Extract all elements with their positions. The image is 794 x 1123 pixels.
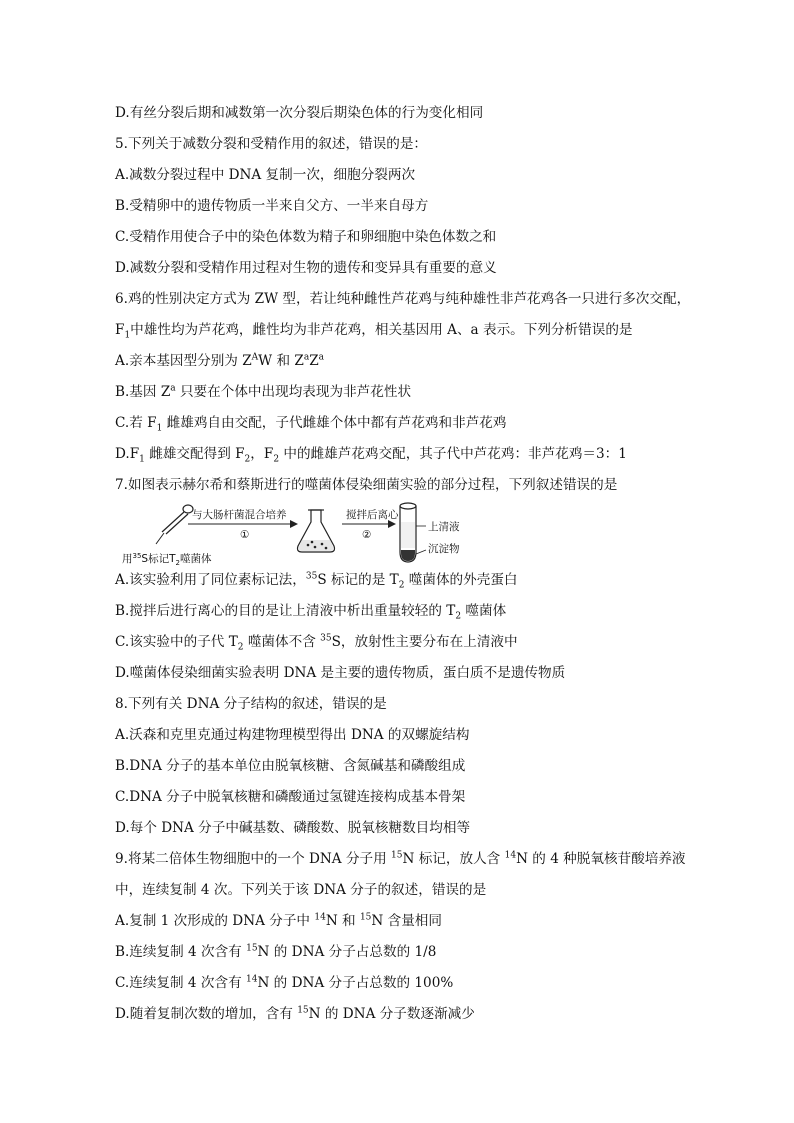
superscript: a (318, 352, 325, 363)
option-c (115, 632, 518, 652)
text: B.DNA 分子的基本单位由脱氧核糖、含氮碱基和磷酸组成 (115, 758, 466, 774)
text: N 的 4 种脱氧核苷酸培养液 (516, 851, 686, 867)
experiment-svg (118, 500, 478, 568)
option-b (115, 601, 506, 621)
question-5-stem (115, 134, 427, 154)
text: C.受精作用使合子中的染色体数为精子和卵细胞中染色体数之和 (115, 229, 497, 245)
text: N 的 DNA 分子占总数的 1/8 (257, 944, 437, 960)
text: N 和 (325, 913, 360, 929)
text: D.减数分裂和受精作用过程对生物的遗传和变异具有重要的意义 (115, 260, 497, 276)
test-tube-icon (400, 503, 416, 562)
text: 中的雌雄芦花鸡交配，其子代中芦花鸡：非芦花鸡＝3：1 (279, 446, 627, 462)
text: B.连续复制 4 次含有 (115, 944, 247, 960)
text: C.DNA 分子中脱氧核糖和磷酸通过氢键连接构成基本骨架 (115, 789, 466, 805)
text: ，F (250, 446, 274, 462)
superscript: 14 (314, 912, 326, 923)
step-1-label: 与大肠杆菌混合培养 (192, 509, 287, 521)
question-9-stem-cont (115, 880, 486, 900)
superscript: 15 (391, 850, 403, 861)
text: A.复制 1 次形成的 DNA 分子中 (115, 913, 315, 929)
text: F (115, 322, 125, 338)
text: 噬菌体不含 (243, 634, 321, 650)
pipette-icon (156, 505, 193, 544)
superscript: 35 (305, 571, 318, 582)
flask-icon (298, 510, 335, 552)
text: S，放射性主要分布在上清液中 (331, 634, 518, 650)
question-9-stem (115, 849, 686, 869)
text: 中，连续复制 4 次。下列关于该 DNA 分子的叙述，错误的是 (115, 882, 487, 898)
step-2-label: 搅拌后离心 (346, 509, 399, 521)
text: N 的 DNA 分子占总数的 100% (257, 975, 454, 991)
sediment-label: 沉淀物 (428, 543, 460, 555)
subscript: 1 (139, 454, 145, 465)
text: 中雄性均为芦花鸡，雌性均为非芦花鸡，相关基因用 A、a 表示。下列分析错误的是 (130, 322, 633, 338)
sediment-pointer (416, 550, 426, 554)
text: C.若 F (115, 415, 157, 431)
text: W 和 Z (258, 353, 304, 369)
question-6-stem-cont (115, 320, 633, 340)
text: 噬菌体 (461, 603, 507, 619)
option-a (115, 165, 415, 185)
subscript: 1 (156, 423, 163, 434)
step-2-number: ② (362, 529, 372, 541)
superscript: a (170, 383, 176, 394)
option-d (115, 444, 627, 464)
superscript: 35 (320, 633, 332, 644)
text: 雌雄鸡自由交配，子代雌雄个体中都有芦花鸡和非芦花鸡 (162, 415, 507, 431)
question-7-stem (115, 475, 617, 495)
text: D.噬菌体侵染细菌实验表明 DNA 是主要的遗传物质，蛋白质不是遗传物质 (115, 665, 566, 681)
option-d (115, 258, 497, 278)
step-1-number: ① (240, 529, 250, 541)
text: N 标记，放人含 (402, 851, 505, 867)
option-c (115, 973, 453, 993)
text: Z (309, 353, 319, 369)
superscript: 15 (297, 1005, 309, 1016)
subscript: 2 (398, 580, 405, 591)
text: 6.鸡的性别决定方式为 ZW 型，若让纯种雌性芦花鸡与纯种雄性非芦花鸡各一只进行多次交配， (115, 291, 691, 307)
text: C.该实验中的子代 T (115, 634, 238, 650)
text: D.有丝分裂后期和减数第一次分裂后期染色体的行为变化相同 (115, 105, 484, 121)
superscript: a (303, 352, 310, 363)
option-c (115, 227, 496, 247)
option-a (115, 570, 518, 590)
text: 噬菌体的外壳蛋白 (404, 572, 518, 588)
text-line (115, 103, 483, 123)
question-6-stem (115, 289, 690, 309)
superscript: 15 (246, 943, 258, 954)
option-c (115, 413, 507, 433)
option-d (115, 663, 565, 683)
question-8-stem (115, 694, 387, 714)
superscript: 15 (359, 912, 372, 923)
text: 8.下列有关 DNA 分子结构的叙述，错误的是 (115, 696, 387, 712)
experiment-diagram (118, 500, 478, 568)
supernatant-label: 上清液 (428, 521, 460, 533)
superscript: 14 (246, 974, 258, 985)
subscript: 2 (455, 611, 462, 622)
text: D.随着复制次数的增加，含有 (115, 1006, 298, 1022)
text: B.受精卵中的遗传物质一半来自父方、一半来自母方 (115, 198, 429, 214)
option-b (115, 382, 411, 402)
text: B.搅拌后进行离心的目的是让上清液中析出重量较轻的 T (115, 603, 456, 619)
text: 雌雄交配得到 F (144, 446, 245, 462)
option-d (115, 818, 470, 838)
text: N 的 DNA 分子数逐渐减少 (308, 1006, 475, 1022)
option-d (115, 1004, 475, 1024)
text: S 标记的是 T (317, 572, 399, 588)
text: B.基因 Z (115, 384, 171, 400)
option-a (115, 725, 469, 745)
option-b (115, 756, 465, 776)
text: A.亲本基因型分别为 Z (115, 353, 252, 369)
text: 5.下列关于减数分裂和受精作用的叙述，错误的是： (115, 136, 428, 152)
text: 只要在个体中出现均表现为非芦花性状 (175, 384, 412, 400)
text: 9.将某二倍体生物细胞中的一个 DNA 分子用 (115, 851, 392, 867)
text: A.该实验利用了同位素标记法， (115, 572, 306, 588)
text: A.减数分裂过程中 DNA 复制一次，细胞分裂两次 (115, 167, 416, 183)
superscript: A (251, 352, 259, 363)
subscript: 2 (237, 642, 244, 653)
text: D.每个 DNA 分子中碱基数、磷酸数、脱氧核糖数目均相等 (115, 820, 471, 836)
option-b (115, 196, 428, 216)
text: D.F (115, 446, 140, 462)
text: N 含量相同 (371, 913, 442, 929)
subscript: 2 (273, 454, 280, 465)
option-a (115, 911, 442, 931)
pipette-caption: 用$^{35}$S标记$T_2$噬菌体 (122, 552, 212, 567)
text: A.沃森和克里克通过构建物理模型得出 DNA 的双螺旋结构 (115, 727, 470, 743)
option-a (115, 351, 324, 371)
step-1-arrow (188, 520, 298, 528)
option-c (115, 787, 465, 807)
superscript: 14 (504, 850, 517, 861)
option-b (115, 942, 436, 962)
text: C.连续复制 4 次含有 (115, 975, 247, 991)
text: 7.如图表示赫尔希和蔡斯进行的噬菌体侵染细菌实验的部分过程，下列叙述错误的是 (115, 477, 618, 493)
step-2-arrow (342, 520, 396, 528)
subscript: 1 (124, 330, 131, 341)
subscript: 2 (244, 454, 251, 465)
